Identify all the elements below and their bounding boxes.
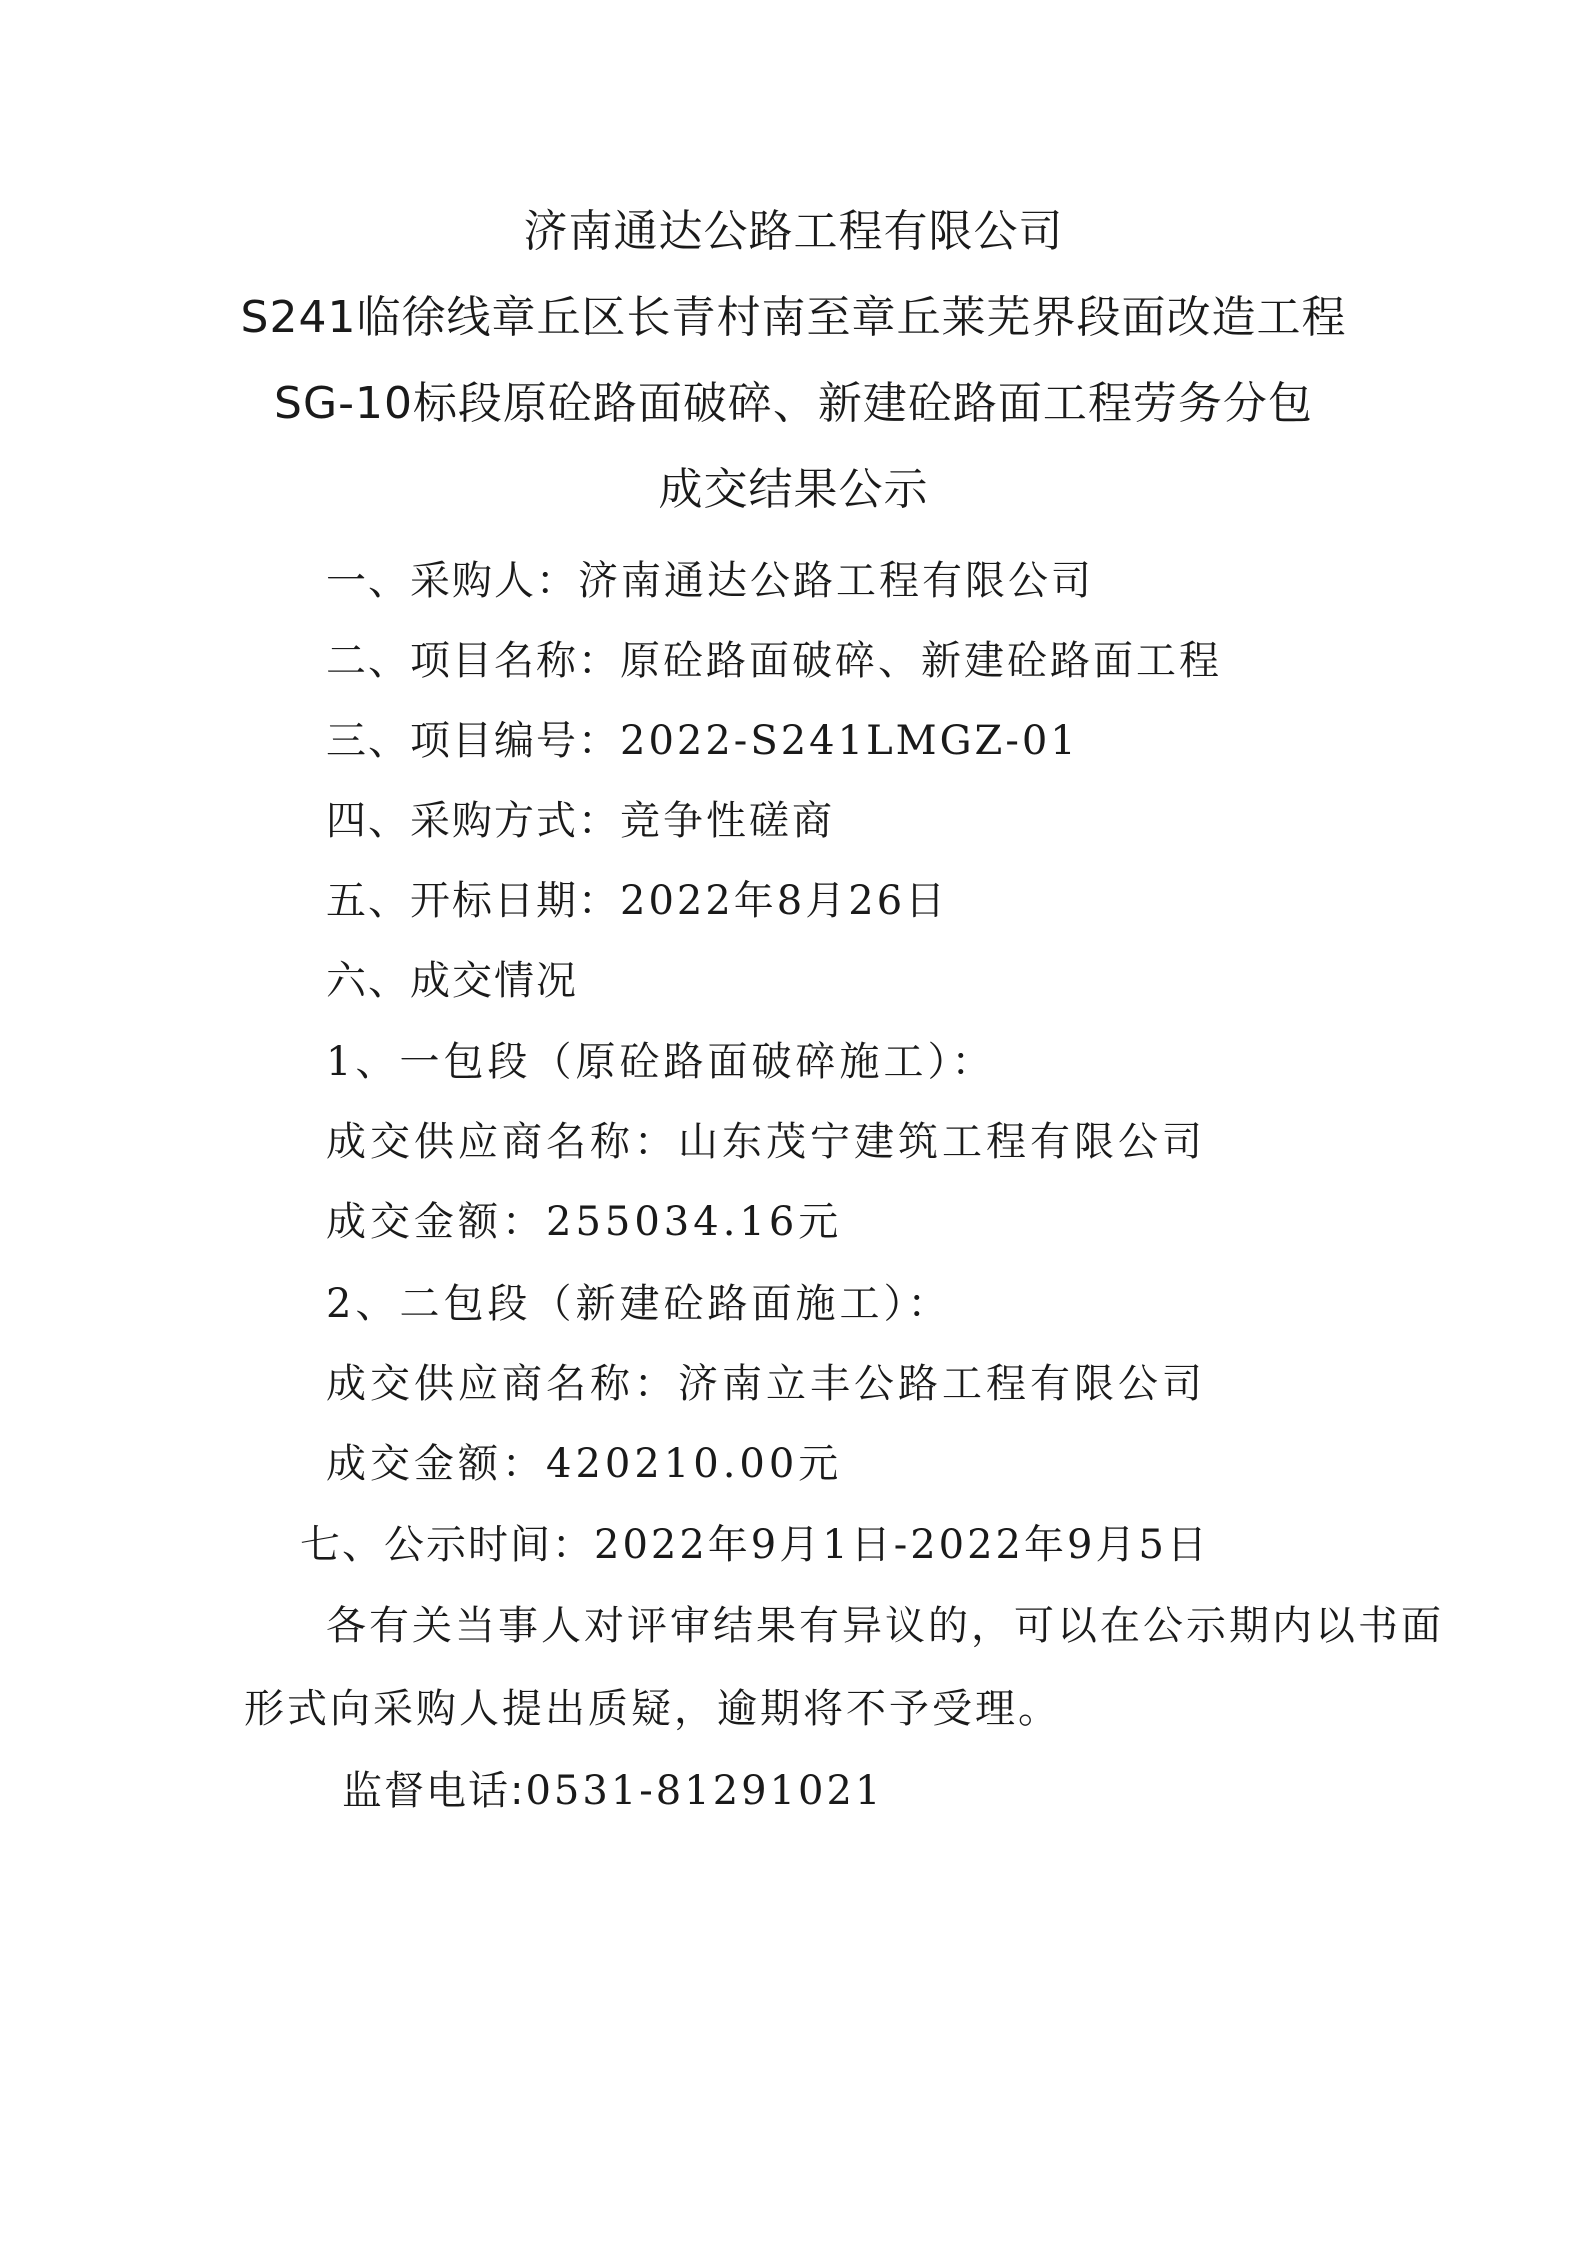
supervision-phone-label: 监督电话: — [342, 1768, 526, 1814]
package-1-amount: 成交金额：255034.16元 — [326, 1199, 843, 1245]
deal-result-label: 六、成交情况 — [326, 958, 578, 1004]
procurement-method-row — [326, 795, 835, 847]
procurement-method-label: 四、采购方式： — [326, 798, 620, 844]
supervision-phone-value: 0531-81291021 — [525, 1768, 884, 1814]
supervision-phone-row — [342, 1765, 883, 1817]
project-name-label: 二、项目名称： — [326, 638, 620, 684]
project-name-value: 原砼路面破碎、新建砼路面工程 — [620, 638, 1222, 684]
deal-result-row — [326, 955, 578, 1007]
objection-text-line1: 各有关当事人对评审结果有异议的，可以在公示期内以书面 — [326, 1603, 1444, 1649]
project-number-value: 2022-S241LMGZ-01 — [620, 718, 1079, 764]
package-2-title: 2、二包段（新建砼路面施工）： — [326, 1281, 952, 1327]
project-number-label: 三、项目编号： — [326, 718, 620, 764]
notice-period-label: 七、公示时间： — [300, 1522, 594, 1568]
package-1-title: 1、一包段（原砼路面破碎施工）： — [326, 1039, 996, 1085]
purchaser-row — [326, 555, 1094, 607]
opening-date-value: 2022年8月26日 — [620, 878, 949, 924]
opening-date-label: 五、开标日期： — [326, 878, 620, 924]
notice-period-row — [300, 1519, 1210, 1571]
objection-text-line2: 形式向采购人提出质疑，逾期将不予受理。 — [244, 1686, 1061, 1732]
opening-date-row — [326, 875, 948, 927]
project-number-row — [326, 715, 1079, 767]
title-company: 济南通达公路工程有限公司 — [523, 206, 1064, 257]
procurement-method-value: 竞争性磋商 — [620, 798, 835, 844]
project-name-row — [326, 635, 1222, 687]
notice-period-value: 2022年9月1日-2022年9月5日 — [594, 1522, 1210, 1568]
title-result: 成交结果公示 — [658, 464, 929, 515]
package-1-supplier: 成交供应商名称：山东茂宁建筑工程有限公司 — [326, 1119, 1206, 1165]
title-section: SG-10标段原砼路面破碎、新建砼路面工程劳务分包 — [274, 378, 1313, 429]
purchaser-value: 济南通达公路工程有限公司 — [578, 558, 1094, 604]
package-2-amount: 成交金额：420210.00元 — [326, 1441, 843, 1487]
package-2-supplier: 成交供应商名称：济南立丰公路工程有限公司 — [326, 1361, 1206, 1407]
title-project: S241临徐线章丘区长青村南至章丘莱芜界段面改造工程 — [240, 292, 1347, 343]
purchaser-label: 一、采购人： — [326, 558, 578, 604]
